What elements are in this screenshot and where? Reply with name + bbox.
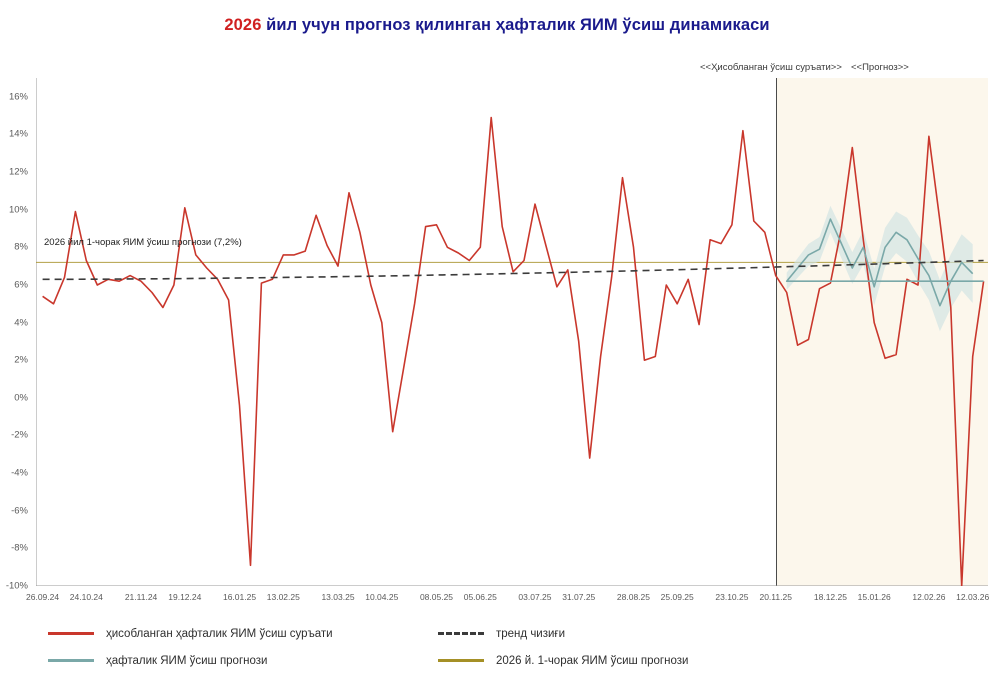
legend-swatch-forecast: [48, 659, 94, 662]
y-axis-tick-label: 12%: [8, 166, 28, 178]
y-axis-tick-label: 10%: [8, 204, 28, 216]
y-axis-tick-label: 4%: [14, 317, 28, 329]
chart-title-year: 2026: [224, 16, 262, 34]
y-axis-tick-label: 16%: [8, 91, 28, 103]
x-axis-tick-label: 12.03.26: [956, 592, 990, 602]
y-axis-tick-label: 14%: [8, 128, 28, 140]
zone-caption-actual: <<Ҳисобланган ўсиш суръати>>: [700, 62, 842, 73]
legend-label-q1-forecast: 2026 й. 1-чорак ЯИМ ўсиш прогнози: [496, 654, 689, 667]
y-axis-tick-label: -8%: [11, 542, 28, 554]
q1-forecast-annotation: 2026 йил 1-чорак ЯИМ ўсиш прогнози (7,2%): [44, 237, 242, 248]
x-axis-tick-label: 21.11.24: [124, 592, 158, 602]
y-axis-tick-label: -6%: [11, 505, 28, 517]
x-axis-tick-label: 08.05.25: [419, 592, 454, 602]
x-axis-tick-label: 12.02.26: [912, 592, 946, 602]
x-axis-tick-label: 03.07.25: [518, 592, 552, 602]
legend-trend: [438, 628, 878, 640]
chart-legend: [48, 620, 948, 674]
y-axis-tick-label: 8%: [14, 241, 28, 253]
legend-label-actual: ҳисобланган ҳафталик ЯИМ ўсиш суръати: [106, 627, 333, 640]
legend-row: [48, 620, 948, 647]
y-axis-tick-label: 6%: [14, 279, 28, 291]
chart-title: [0, 16, 994, 35]
y-axis-tick-label: -10%: [5, 580, 28, 592]
legend-swatch-q1-forecast: [438, 659, 484, 662]
legend-label-trend: тренд чизиғи: [496, 627, 566, 640]
legend-label-forecast: ҳафталик ЯИМ ўсиш прогнози: [106, 654, 268, 667]
x-axis-tick-label: 26.09.24: [26, 592, 60, 602]
y-axis-tick-label: 2%: [14, 354, 28, 366]
x-axis-tick-label: 05.06.25: [463, 592, 497, 602]
plot-area: [36, 78, 988, 586]
chart-title-rest: йил учун прогноз қилинган ҳафталик ЯИМ ўсиш динамикаси: [261, 16, 770, 34]
x-axis-tick-label: 15.01.26: [857, 592, 891, 602]
x-axis-tick-label: 24.10.24: [69, 592, 103, 602]
x-axis-tick-label: 28.08.25: [616, 592, 650, 602]
legend-q1-forecast: [438, 655, 878, 667]
y-axis-tick-label: -4%: [11, 467, 28, 479]
x-axis-tick-label: 13.02.25: [266, 592, 300, 602]
y-axis-tick-label: 0%: [14, 392, 28, 404]
x-axis-tick-label: 13.03.25: [321, 592, 355, 602]
zone-caption-forecast: <<Прогноз>>: [851, 62, 909, 73]
x-axis-tick-label: 25.09.25: [660, 592, 694, 602]
x-axis-tick-label: 31.07.25: [562, 592, 596, 602]
x-axis-tick-label: 20.11.25: [759, 592, 792, 602]
legend-swatch-trend: [438, 632, 484, 635]
legend-swatch-actual: [48, 632, 94, 635]
x-axis-tick-label: 23.10.25: [715, 592, 749, 602]
x-axis-tick-label: 18.12.25: [813, 592, 847, 602]
legend-actual: [48, 628, 438, 640]
legend-forecast: [48, 655, 438, 667]
y-axis-tick-label: -2%: [11, 429, 28, 441]
x-axis-tick-label: 10.04.25: [365, 592, 399, 602]
plot-svg: [36, 78, 988, 586]
x-axis-tick-label: 19.12.24: [168, 592, 202, 602]
x-axis-tick-label: 16.01.25: [222, 592, 257, 602]
legend-row: [48, 647, 948, 674]
